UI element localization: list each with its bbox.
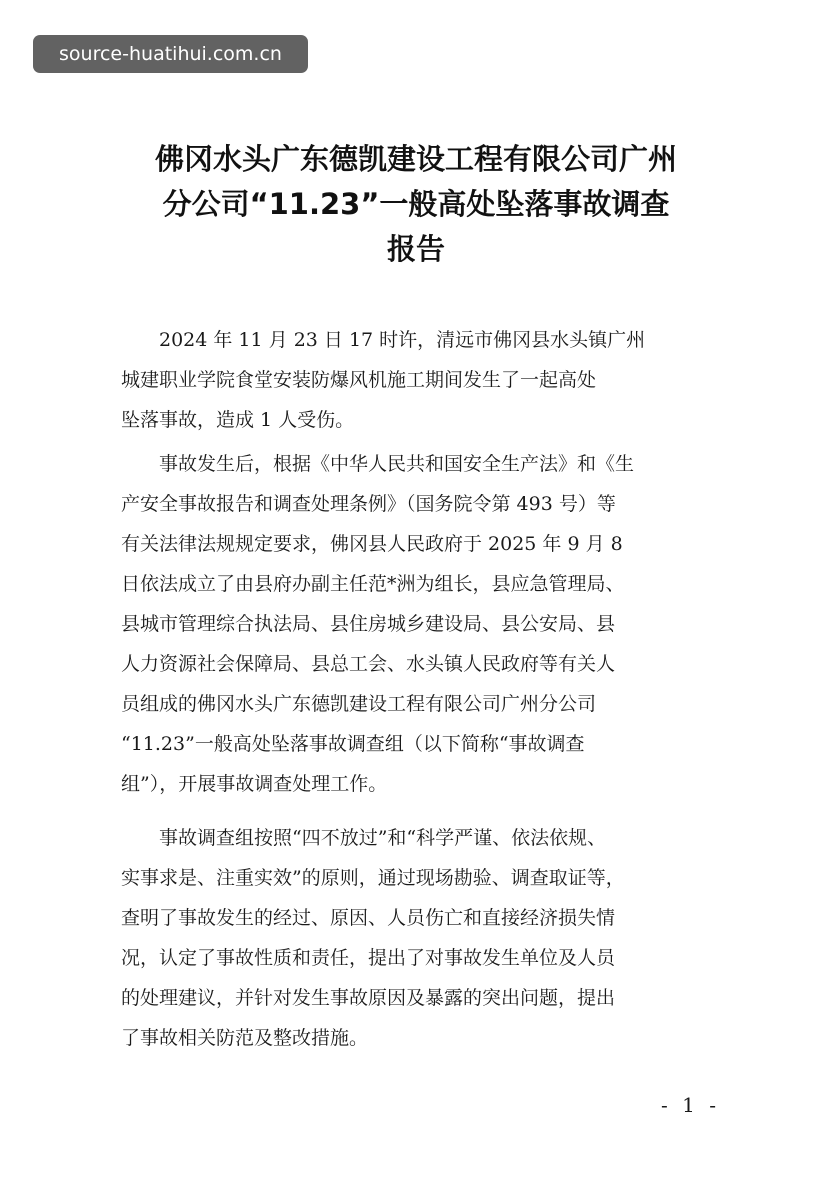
paragraph-investigation-principles	[121, 818, 721, 1058]
paragraph-accident-summary	[121, 320, 721, 440]
text-line: 况，认定了事故性质和责任，提出了对事故发生单位及人员	[121, 947, 616, 969]
title-line: 分公司“11.23”一般高处坠落事故调查	[162, 187, 670, 221]
text-line: 事故调查组按照“四不放过”和“科学严谨、依法依规、	[121, 827, 607, 849]
document-body	[121, 320, 721, 1062]
text-line: 的处理建议，并针对发生事故原因及暴露的突出问题，提出	[121, 987, 616, 1009]
title-line: 佛冈水头广东德凯建设工程有限公司广州	[154, 142, 677, 176]
title-line: 报告	[386, 232, 445, 266]
text-line: 了事故相关防范及整改措施。	[121, 1027, 369, 1049]
text-line: 日依法成立了由县府办副主任范*洲为组长，县应急管理局、	[121, 573, 625, 595]
document-title	[120, 137, 712, 272]
text-line: 2024 年 11 月 23 日 17 时许，清远市佛冈县水头镇广州	[121, 329, 646, 351]
watermark-badge: source-huatihui.com.cn	[33, 35, 308, 73]
text-line: 县城市管理综合执法局、县住房城乡建设局、县公安局、县	[121, 613, 616, 635]
text-line: 城建职业学院食堂安装防爆风机施工期间发生了一起高处	[121, 369, 597, 391]
page-number: - 1 -	[661, 1093, 720, 1117]
text-line: 员组成的佛冈水头广东德凯建设工程有限公司广州分公司	[121, 693, 597, 715]
paragraph-investigation-team	[121, 444, 721, 804]
text-line: 坠落事故，造成 1 人受伤。	[121, 409, 355, 431]
text-line: 事故发生后，根据《中华人民共和国安全生产法》和《生	[121, 453, 635, 475]
text-line: 产安全事故报告和调查处理条例》（国务院令第 493 号）等	[121, 493, 616, 515]
text-line: 查明了事故发生的经过、原因、人员伤亡和直接经济损失情	[121, 907, 616, 929]
text-line: “11.23”一般高处坠落事故调查组（以下简称“事故调查	[121, 733, 585, 755]
text-line: 人力资源社会保障局、县总工会、水头镇人民政府等有关人	[121, 653, 616, 675]
text-line: 组”），开展事故调查处理工作。	[121, 773, 388, 795]
text-line: 实事求是、注重实效”的原则，通过现场勘验、调查取证等，	[121, 867, 625, 889]
text-line: 有关法律法规规定要求，佛冈县人民政府于 2025 年 9 月 8	[121, 533, 623, 555]
